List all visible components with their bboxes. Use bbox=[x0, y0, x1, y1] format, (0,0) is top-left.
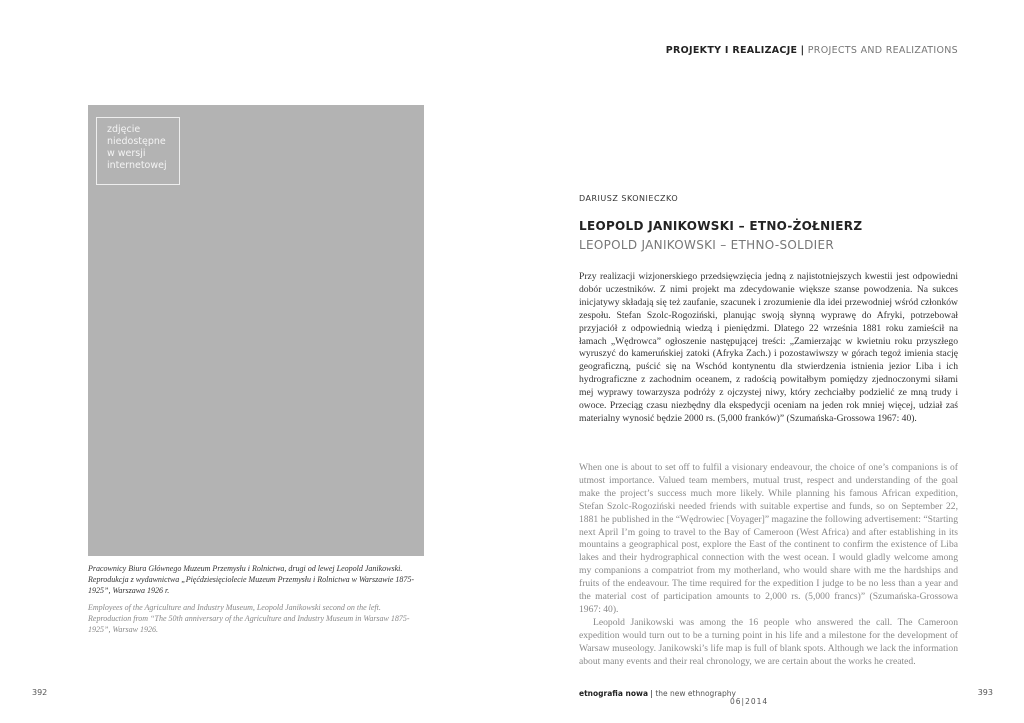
photo-caption-en: Employees of the Agriculture and Industry Museum, Leopold Janikowski second on the left. Reproduction from “The 50th anniversary of the Agriculture and Industry Museum in Warsaw 1875-1925”, Warsaw 1926. bbox=[88, 603, 410, 634]
photo-placeholder bbox=[88, 105, 424, 556]
article-body-pl bbox=[579, 271, 958, 426]
section-title-en: PROJECTS AND REALIZATIONS bbox=[807, 45, 958, 56]
photo-unavailable-notice bbox=[96, 117, 180, 185]
photo-caption-pl: Pracownicy Biura Głównego Muzeum Przemysłu i Rolnictwa, drugi od lewej Leopold Janikowski. Reprodukcja z wydawnictwa „Pięćdziesięciolecie Muzeum Przemysłu i Rolnictwa w Warszawie 1875-1925”, Warszawa 1926 r. bbox=[88, 564, 415, 595]
journal-name-en: the new ethnography bbox=[655, 689, 736, 698]
section-title-pl: PROJEKTY I REALIZACJE bbox=[665, 45, 798, 56]
article-title bbox=[579, 217, 862, 255]
page-number-right: 393 bbox=[977, 688, 993, 697]
issue-number: 06|2014 bbox=[730, 697, 769, 706]
body-paragraph: When one is about to set off to fulfil a visionary endeavour, the choice of one’s companions is of utmost importance. Valued team members, mutual trust, respect and understanding of the goal make the project’s success much more likely. While planning his famous African expedition, Stefan Szolc-Rogoziński needed friends with suitable expertise and funds, so on September 22, 1881 he published in the “Wędrowiec [Voyager]” magazine the following advertisement: “Starting next April I’m going to travel to the Bay of Cameroon (West Africa) and after establishing in its mountains a geographical post, explore the East of the continent to confirm the existence of Liba lakes and their hydrographical connection with the west ocean. I would gladly welcome among my companions a compatriot from my motherland, who would share with me the hardships and fruits of the endeavour. The time required for the expedition I judge to be no less than a year and the material cost of participation amounts to 2,000 rs. (5,000 francs)” (Szumańska-Grossowa 1967: 40). bbox=[579, 462, 958, 615]
running-header bbox=[666, 45, 958, 56]
journal-name: etnografia nowa bbox=[579, 689, 649, 698]
article-title-en: LEOPOLD JANIKOWSKI – ETHNO-SOLDIER bbox=[579, 238, 835, 252]
notice-line: niedostępne bbox=[107, 136, 166, 147]
article-author: DARIUSZ SKONIECZKO bbox=[579, 194, 679, 203]
page-number-left: 392 bbox=[32, 688, 48, 697]
journal-title bbox=[579, 689, 736, 698]
article-body-en bbox=[579, 462, 958, 669]
body-paragraph: Przy realizacji wizjonerskiego przedsięwzięcia jedną z najistotniejszych kwestii jest odpowiedni dobór uczestników. Z nimi projekt ma zdecydowanie większe szanse powodzenia. Na sukces inicjatywy składają się też zaufanie, szacunek i zrozumienie dla idei przewodniej wśród członków zespołu. Stefan Szolc-Rogoziński, planując swoją słynną wyprawę do Afryki, potrzebował przyjaciół z odpowiednią wiedzą i pieniędzmi. Dlatego 22 września 1881 roku zamieścił na łamach „Wędrowca” ogłoszenie następującej treści: „Zamierzając w kwietniu roku przyszłego wyruszyć do kameruńskiej zatoki (Afryka Zach.) i pozostawiwszy w górach tegoż imienia stację geograficzną, puścić się na Wschód kontynentu dla stwierdzenia istnienia jezior Liba i ich hydrograficzne z zachodnim oceanem, z radością powitałbym pomiędzy zjednoczonymi siłami mej wyprawy towarzysza podróży z ojczystej niwy, który zechciałby podzielić ze mną trudy i owoce. Przeciąg czasu niezbędny dla ekspedycji oceniam na jeden rok mniej więcej, udział zaś materialny wynosić będzie 2000 rs. (5,000 franków)” (Szumańska-Grossowa 1967: 40). bbox=[579, 271, 958, 424]
notice-line: w wersji bbox=[107, 148, 146, 159]
body-paragraph: Leopold Janikowski was among the 16 people who answered the call. The Cameroon expedition would turn out to be a turning point in his life and a milestone for the development of Warsaw museology. Janikowski’s life map is full of blank spots. Although we lack the information about many events and their real chronology, we are certain about the works he created. bbox=[579, 616, 958, 667]
article-title-pl: LEOPOLD JANIKOWSKI – ETNO-ŻOŁNIERZ bbox=[579, 219, 863, 233]
header-separator: | bbox=[800, 45, 805, 56]
notice-line: zdjęcie bbox=[107, 124, 141, 135]
notice-line: internetowej bbox=[107, 160, 167, 171]
journal-separator: | bbox=[650, 689, 653, 698]
